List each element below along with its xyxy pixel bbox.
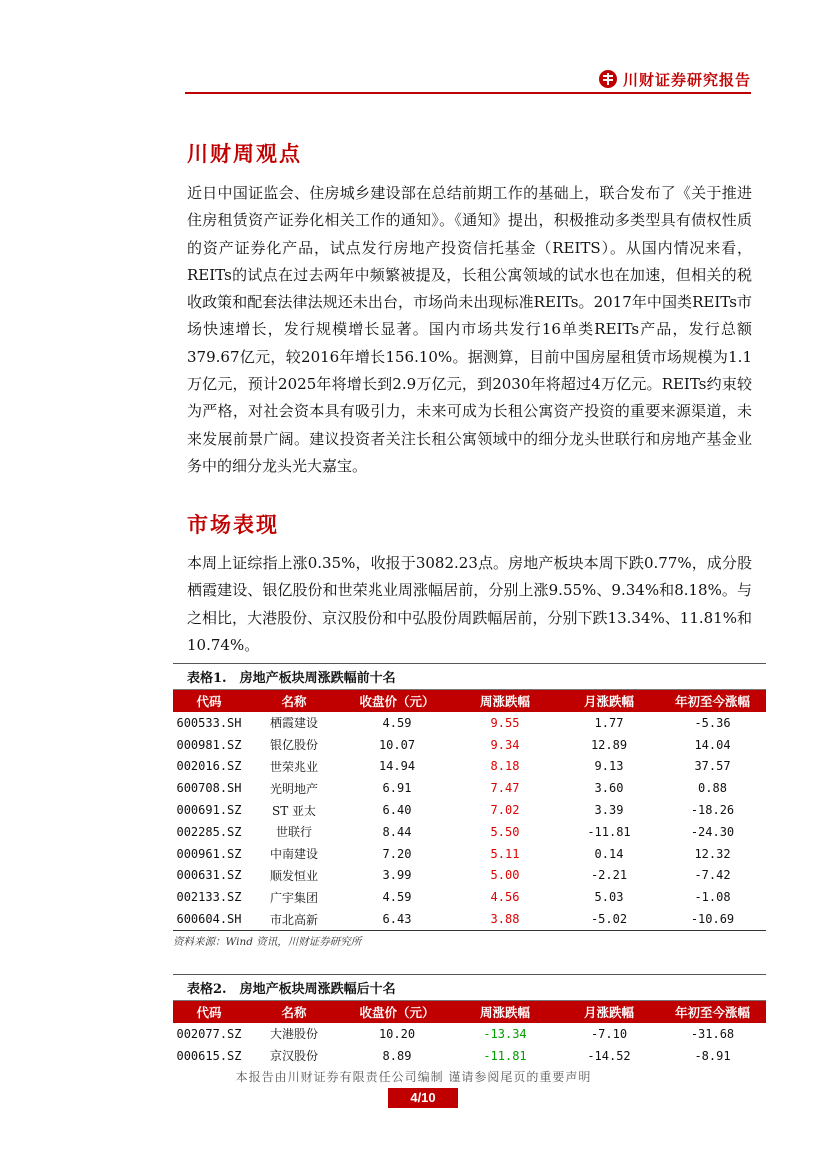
table-row — [173, 843, 766, 865]
table-row — [173, 908, 766, 930]
cell-weekly: 8.18 — [490, 759, 520, 774]
cell-weekly: 7.02 — [490, 803, 520, 818]
cell-close: 3.99 — [382, 868, 412, 883]
cell-close: 4.59 — [382, 715, 412, 730]
cell-weekly: -13.34 — [483, 1026, 527, 1041]
cell-close: 8.44 — [382, 824, 412, 839]
cell-name: 世联行 — [275, 825, 312, 840]
cell-monthly: 3.39 — [594, 803, 624, 818]
table1-header-row — [173, 690, 766, 712]
table-row — [173, 1045, 766, 1067]
cell-name: 光明地产 — [269, 781, 318, 796]
cell-weekly: 5.00 — [490, 868, 520, 883]
cell-close: 10.07 — [378, 737, 416, 752]
table-row — [173, 1023, 766, 1045]
cell-code: 000691.SZ — [176, 803, 242, 818]
col-header-name: 名称 — [245, 1001, 343, 1023]
cell-name: 银亿股份 — [269, 738, 318, 753]
table-row — [173, 799, 766, 821]
cell-code: 000631.SZ — [176, 868, 242, 883]
cell-ytd: 12.32 — [694, 846, 731, 861]
cell-weekly: -11.81 — [483, 1048, 527, 1063]
cell-ytd: -7.42 — [694, 868, 731, 883]
cell-monthly: 5.03 — [594, 890, 624, 905]
header-divider — [185, 92, 751, 94]
cell-code: 002133.SZ — [176, 890, 242, 905]
cell-monthly: -2.21 — [590, 868, 628, 883]
col-header-ytd-change: 年初至今涨幅 — [659, 690, 766, 712]
col-header-ytd-change: 年初至今涨幅 — [659, 1001, 766, 1023]
table-row — [173, 734, 766, 756]
col-header-monthly-change: 月涨跌幅 — [559, 690, 659, 712]
table1 — [173, 690, 766, 931]
company-logo-icon — [599, 70, 617, 88]
cell-monthly: 12.89 — [590, 737, 628, 752]
cell-code: 000615.SZ — [176, 1048, 242, 1063]
cell-code: 002077.SZ — [176, 1026, 242, 1041]
cell-name: 大港股份 — [269, 1027, 318, 1042]
col-header-close: 收盘价（元） — [343, 1001, 451, 1023]
market-performance-paragraph: 本周上证综指上涨0.35%，收报于3082.23点。房地产板块本周下跌0.77%，成分股栖霞建设、银亿股份和世荣兆业周涨幅居前，分别上涨9.55%、9.34%和8.18%。与之相比，大港股份、京汉股份和中弘股份周跌幅居前，分别下跌13.34%、11.81%和10.74%。 — [187, 554, 752, 654]
table-row — [173, 777, 766, 799]
cell-monthly: 0.14 — [594, 846, 624, 861]
cell-code: 000981.SZ — [176, 737, 242, 752]
cell-close: 10.20 — [378, 1026, 416, 1041]
cell-weekly: 3.88 — [451, 908, 559, 930]
table-row — [173, 865, 766, 887]
footer-disclaimer: 本报告由川财证券有限责任公司编制 谨请参阅尾页的重要声明 — [235, 1070, 592, 1084]
col-header-monthly-change: 月涨跌幅 — [559, 1001, 659, 1023]
cell-ytd: -31.68 — [690, 1026, 735, 1041]
table-row — [173, 821, 766, 843]
col-header-code: 代码 — [173, 1001, 245, 1023]
brand-title: 川财证券研究报告 — [622, 70, 751, 89]
cell-monthly: -5.02 — [559, 908, 659, 930]
cell-monthly: 1.77 — [594, 715, 624, 730]
cell-ytd: 37.57 — [694, 759, 731, 774]
col-header-name: 名称 — [245, 690, 343, 712]
cell-name: 栖霞建设 — [269, 716, 318, 731]
cell-ytd: -10.69 — [659, 908, 766, 930]
cell-weekly: 9.34 — [490, 737, 520, 752]
col-header-weekly-change: 周涨跌幅 — [451, 690, 559, 712]
section-title-weekly-view: 川财周观点 — [187, 141, 302, 166]
cell-close: 6.91 — [382, 781, 412, 796]
table2-header-row — [173, 1001, 766, 1023]
cell-weekly: 5.50 — [490, 824, 520, 839]
cell-name: 顺发恒业 — [269, 868, 318, 883]
cell-close: 6.40 — [382, 803, 412, 818]
page-number: 4/10 — [388, 1088, 458, 1108]
cell-weekly: 7.47 — [490, 781, 520, 796]
top-ten-table — [173, 663, 766, 949]
bottom-ten-table — [173, 974, 766, 1067]
cell-name: 市北高新 — [245, 908, 343, 930]
cell-ytd: -24.30 — [690, 824, 735, 839]
cell-code: 002016.SZ — [176, 759, 242, 774]
table-row — [173, 712, 766, 734]
cell-close: 6.43 — [343, 908, 451, 930]
table1-caption: 表格1. 房地产板块周涨跌幅前十名 — [173, 663, 766, 690]
header-brand — [599, 67, 751, 91]
col-header-close: 收盘价（元） — [343, 690, 451, 712]
cell-code: 002285.SZ — [176, 824, 242, 839]
cell-code: 600533.SH — [176, 715, 242, 730]
cell-close: 14.94 — [378, 759, 416, 774]
cell-code: 000961.SZ — [176, 846, 242, 861]
cell-close: 7.20 — [382, 846, 412, 861]
cell-monthly: -11.81 — [587, 824, 631, 839]
table-row — [173, 756, 766, 778]
cell-ytd: -5.36 — [694, 715, 731, 730]
cell-close: 4.59 — [382, 890, 412, 905]
cell-ytd: -8.91 — [694, 1048, 731, 1063]
weekly-view-paragraph: 近日中国证监会、住房城乡建设部在总结前期工作的基础上，联合发布了《关于推进住房租赁资产证券化相关工作的通知》。《通知》提出，积极推动多类型具有债权性质的资产证券化产品，试点发行房地产投资信托基金（REITS）。从国内情况来看，REITs的试点在过去两年中频繁被提及，长租公寓领域的试水也在加速，但相关的税收政策和配套法律法规还未出台，市场尚未出现标准REITs。2017年中国类REITs市场快速增长，发行规模增长显著。国内市场共发行16单类REITs产品，发行总额379.67亿元，较2016年增长156.10%。据测算，目前中国房屋租赁市场规模为1.1万亿元，预计2025年将增长到2.9万亿元，到2030年将超过4万亿元。REITs约束较为严格，对社会资本具有吸引力，未来可成为长租公寓资产投资的重要来源渠道，未来发展前景广阔。建议投资者关注长租公寓领域中的细分龙头世联行和房地产基金业务中的细分龙头光大嘉宝。 — [187, 184, 752, 475]
table1-source: 资料来源：Wind 资讯，川财证券研究所 — [173, 935, 362, 948]
cell-monthly: -14.52 — [587, 1048, 631, 1063]
table2 — [173, 1001, 766, 1067]
cell-monthly: 9.13 — [594, 759, 624, 774]
cell-code: 600604.SH — [173, 908, 245, 930]
cell-name: 中南建设 — [269, 847, 318, 862]
col-header-weekly-change: 周涨跌幅 — [451, 1001, 559, 1023]
cell-name: ST 亚太 — [271, 803, 317, 818]
section-title-market-performance: 市场表现 — [187, 512, 279, 537]
cell-ytd: 0.88 — [698, 781, 727, 796]
cell-weekly: 4.56 — [490, 890, 520, 905]
table-row — [173, 886, 766, 908]
cell-close: 8.89 — [382, 1048, 412, 1063]
cell-code: 600708.SH — [176, 781, 242, 796]
cell-monthly: 3.60 — [594, 781, 624, 796]
cell-ytd: -18.26 — [690, 803, 735, 818]
cell-ytd: -1.08 — [694, 890, 731, 905]
col-header-code: 代码 — [173, 690, 245, 712]
cell-weekly: 9.55 — [490, 715, 520, 730]
cell-name: 广宇集团 — [269, 890, 318, 905]
table2-caption: 表格2. 房地产板块周涨跌幅后十名 — [173, 974, 766, 1001]
cell-name: 京汉股份 — [269, 1049, 318, 1064]
cell-weekly: 5.11 — [490, 846, 520, 861]
cell-monthly: -7.10 — [590, 1026, 628, 1041]
cell-name: 世荣兆业 — [269, 759, 318, 774]
cell-ytd: 14.04 — [694, 737, 731, 752]
